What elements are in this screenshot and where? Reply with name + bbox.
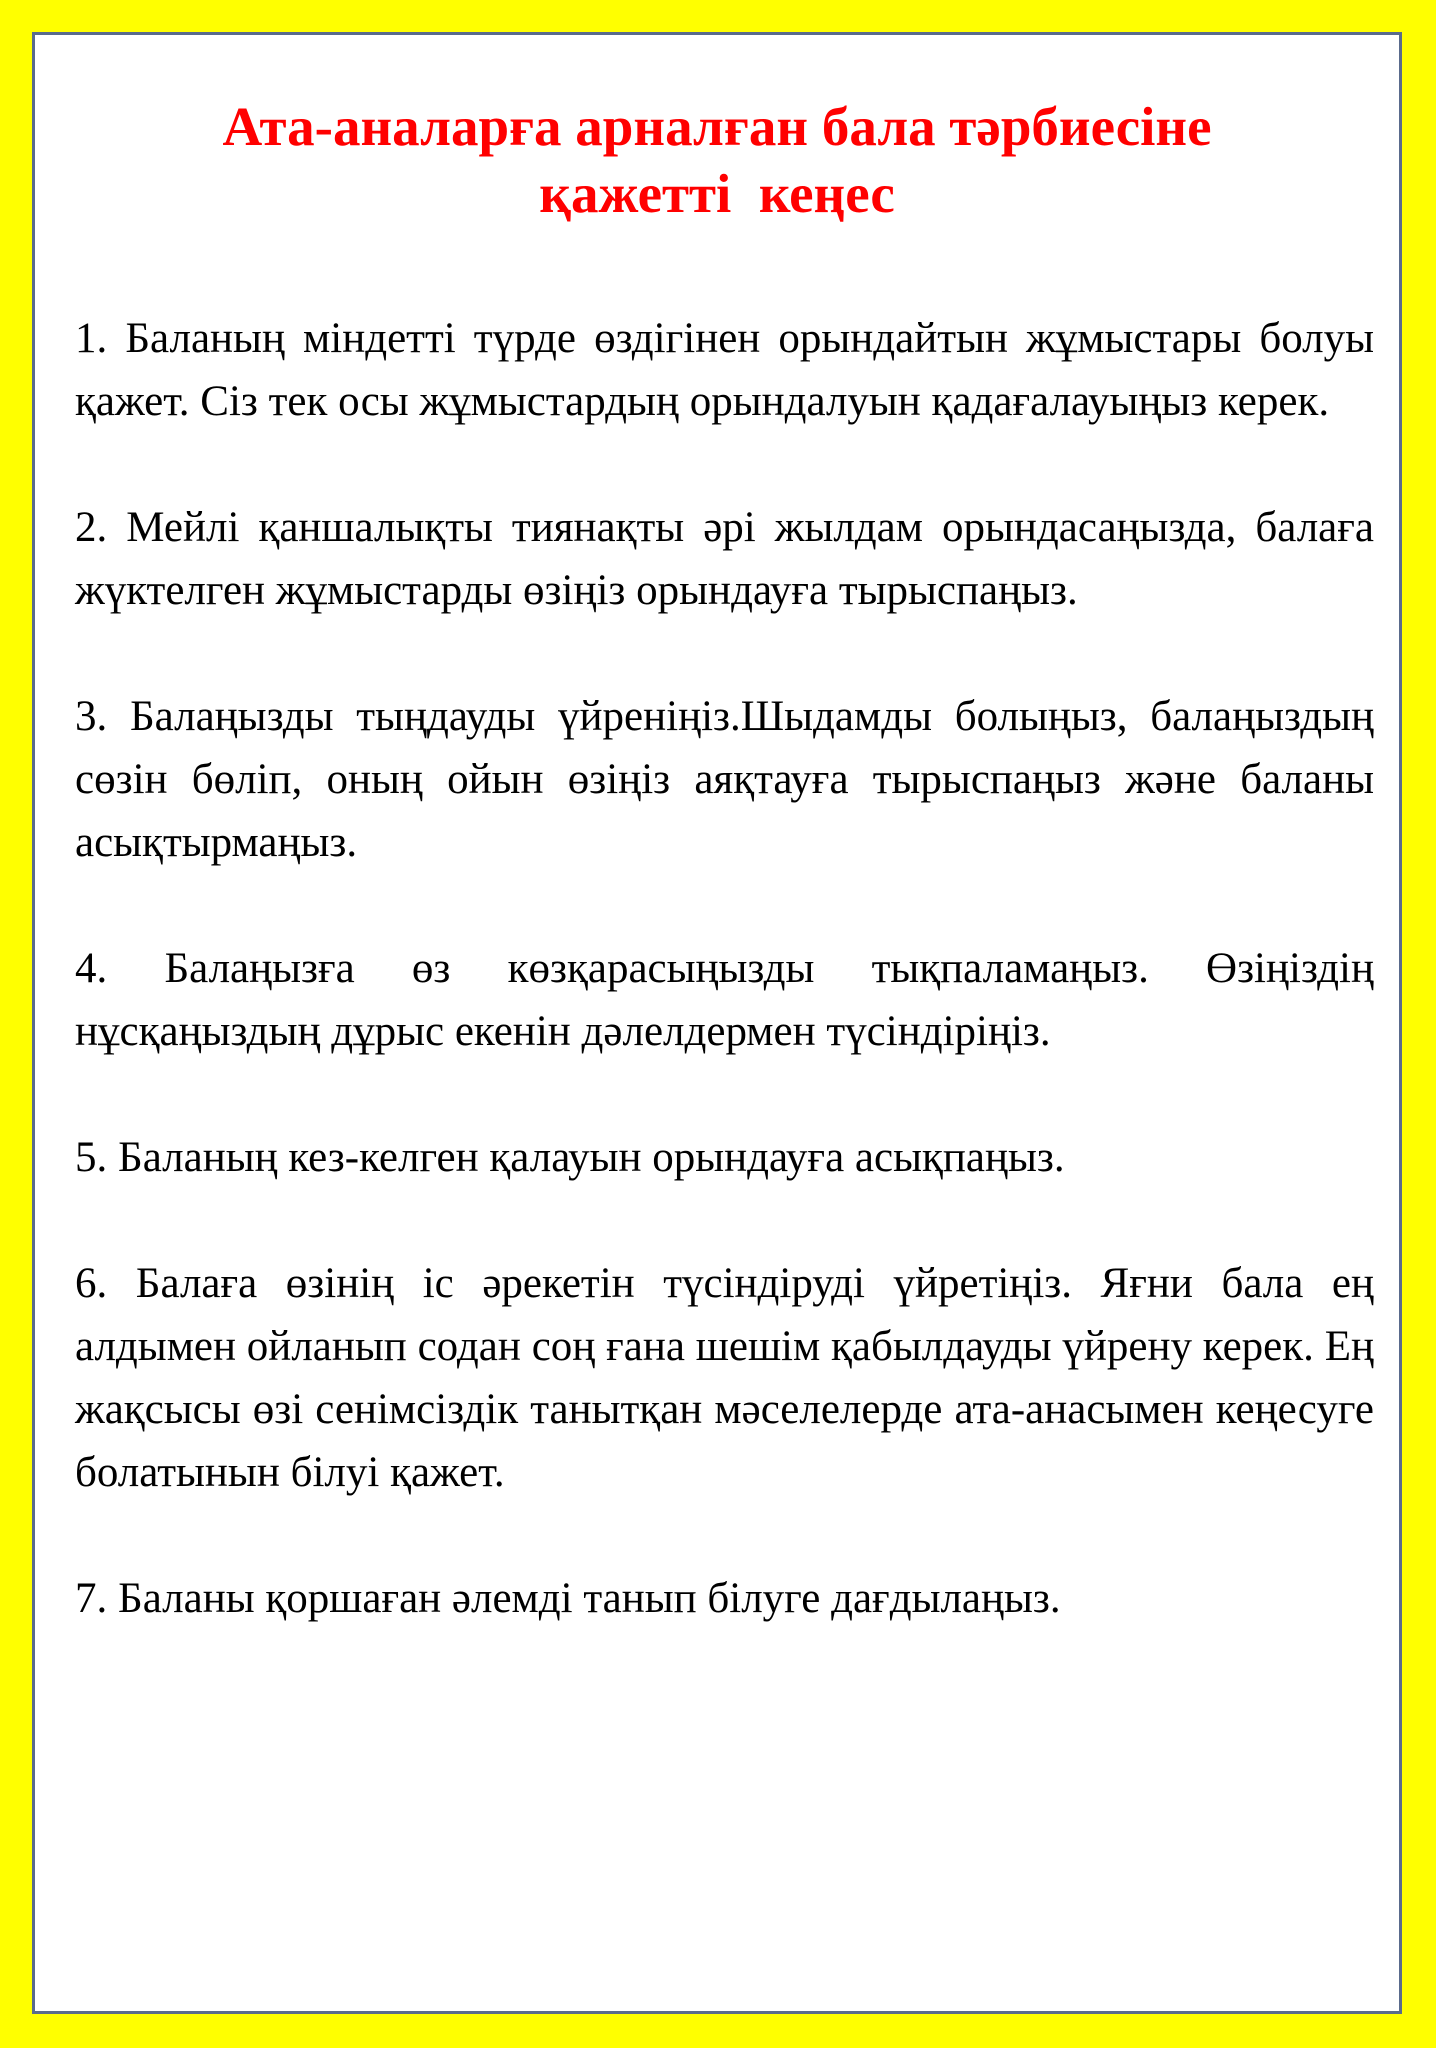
advice-item-7: 7. Баланы қоршаған әлемді танып білуге дағдылаңыз. [75,1575,1061,1622]
page-title [35,93,1399,227]
advice-item-3: 3. Балаңызды тыңдауды үйреніңіз.Шыдамды болыңыз, балаңыздың сөзін бөліп, оның ойын өзіңіз аяқтауға тырыспаңыз және баланы асықтырмаңыз. [75,693,1374,866]
advice-sheet [32,32,1402,2014]
title-line-1: Ата-аналарға арналған бала тәрбиесіне [222,96,1212,157]
title-line-2: қажетті кеңес [539,163,895,225]
advice-item-2: 2. Мейлі қаншалықты тиянақты әрі жылдам орындасаңызда, балаға жүктелген жұмыстарды өзіңіз орындауға тырыспаңыз. [75,504,1374,614]
advice-item-5: 5. Баланың кез-келген қалауын орындауға асықпаңыз. [75,1134,1065,1181]
advice-list [75,307,1374,1693]
advice-item-6: 6. Балаға өзінің іс әрекетін түсіндіруді үйретіңіз. Яғни бала ең алдымен ойланып содан соң ғана шешім қабылдауды үйрену керек. Ең жақсысы өзі сенімсіздік танытқан мәселелерде ата-анасымен кеңесуге болатынын білуі қажет. [75,1260,1374,1496]
advice-item-4: 4. Балаңызға өз көзқарасыңызды тықпаламаңыз. Өзіңіздің нұсқаңыздың дұрыс екенін дәлелдермен түсіндіріңіз. [75,945,1374,1055]
advice-item-1: 1. Баланың міндетті түрде өздігінен орындайтын жұмыстары болуы қажет. Сіз тек осы жұмыстардың орындалуын қадағалауыңыз керек. [75,315,1374,425]
